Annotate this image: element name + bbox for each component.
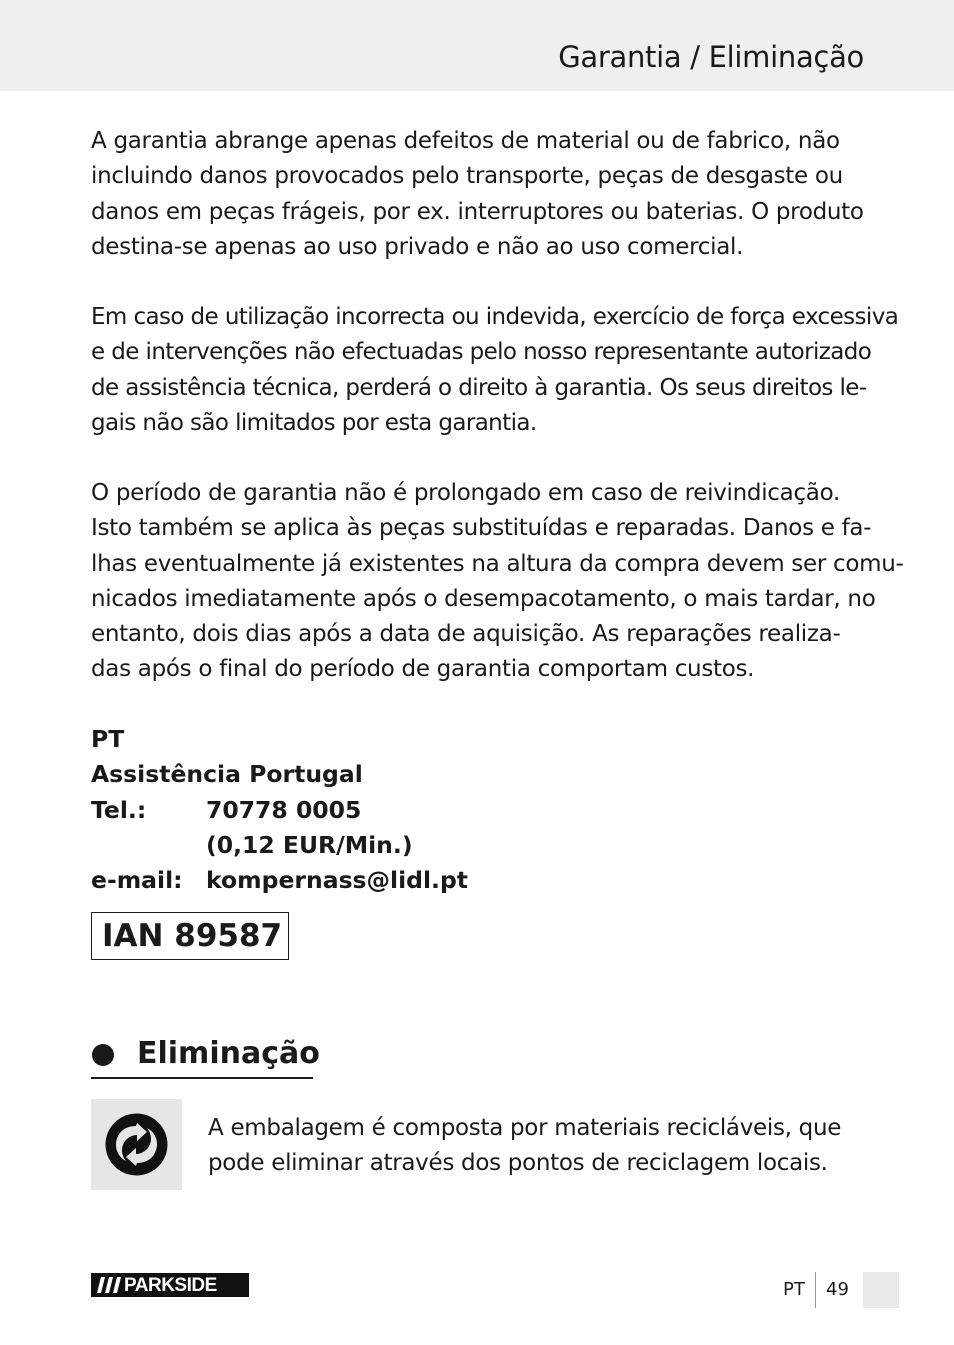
text-line: incluindo danos provocados pelo transporte, peças de desgaste ou — [91, 163, 843, 190]
text-line: pode eliminar através dos pontos de reciclagem locais. — [208, 1150, 828, 1177]
email-address: kompernass@lidl.pt — [206, 866, 469, 895]
service-country: PT — [91, 725, 125, 753]
green-dot-recycling-icon — [91, 1099, 182, 1190]
text-line: O período de garantia não é prolongado em caso de reivindicação. — [91, 480, 840, 506]
text-line: destina-se apenas ao uso privado e não ao uso comercial. — [91, 233, 744, 260]
service-phone-cost-row — [91, 828, 468, 863]
disposal-title: Eliminação — [137, 1036, 320, 1071]
phone-cost: (0,12 EUR/Min.) — [206, 830, 413, 859]
brand-name: PARKSIDE — [124, 1275, 217, 1296]
disposal-heading — [91, 1034, 320, 1079]
text-line: das após o final do período de garantia comportam custos. — [91, 656, 755, 683]
footer-divider — [815, 1272, 816, 1308]
page-number: 49 — [826, 1279, 849, 1300]
phone-number: 70778 0005 — [206, 795, 362, 824]
text-line: danos em peças frágeis, por ex. interruptores ou baterias. O produto — [91, 198, 864, 225]
page-header — [0, 0, 954, 91]
parkside-logo — [91, 1273, 249, 1297]
ian-box — [91, 912, 289, 960]
warranty-paragraph-2 — [91, 300, 899, 441]
text-line: nicados imediatamente após o desempacotamento, o mais tardar, no — [91, 585, 876, 612]
footer-language: PT — [783, 1279, 805, 1300]
text-line: gais não são limitados por esta garantia. — [91, 409, 537, 436]
text-line: de assistência técnica, perderá o direito à garantia. Os seus direitos le- — [91, 374, 867, 401]
page-tab-marker — [863, 1272, 899, 1308]
text-line: entanto, dois dias após a data de aquisição. As reparações realiza- — [91, 621, 841, 648]
bullet-icon — [92, 1044, 114, 1066]
text-line: A garantia abrange apenas defeitos de material ou de fabrico, não — [91, 128, 840, 154]
phone-label: Tel.: — [91, 795, 147, 824]
service-phone-row — [91, 793, 468, 828]
page-title: Garantia / Eliminação — [558, 40, 864, 74]
warranty-paragraph-3 — [91, 476, 904, 688]
text-line: Em caso de utilização incorrecta ou indevida, exercício de força excessiva — [91, 304, 899, 330]
service-contact-block — [91, 722, 468, 898]
ian-number: IAN 89587 — [102, 918, 283, 954]
text-line: e de intervenções não efectuadas pelo nosso representante autorizado — [91, 339, 872, 366]
service-center-name: Assistência Portugal — [91, 760, 363, 789]
text-line: A embalagem é composta por materiais recicláveis, que — [208, 1115, 842, 1141]
email-label: e-mail: — [91, 866, 183, 895]
text-line: Isto também se aplica às peças substituídas e reparadas. Danos e fa- — [91, 515, 872, 542]
disposal-text — [208, 1111, 841, 1182]
service-email-row — [91, 863, 468, 898]
warranty-paragraph-1 — [91, 124, 871, 265]
text-line: lhas eventualmente já existentes na altura da compra devem ser comu- — [91, 550, 904, 577]
